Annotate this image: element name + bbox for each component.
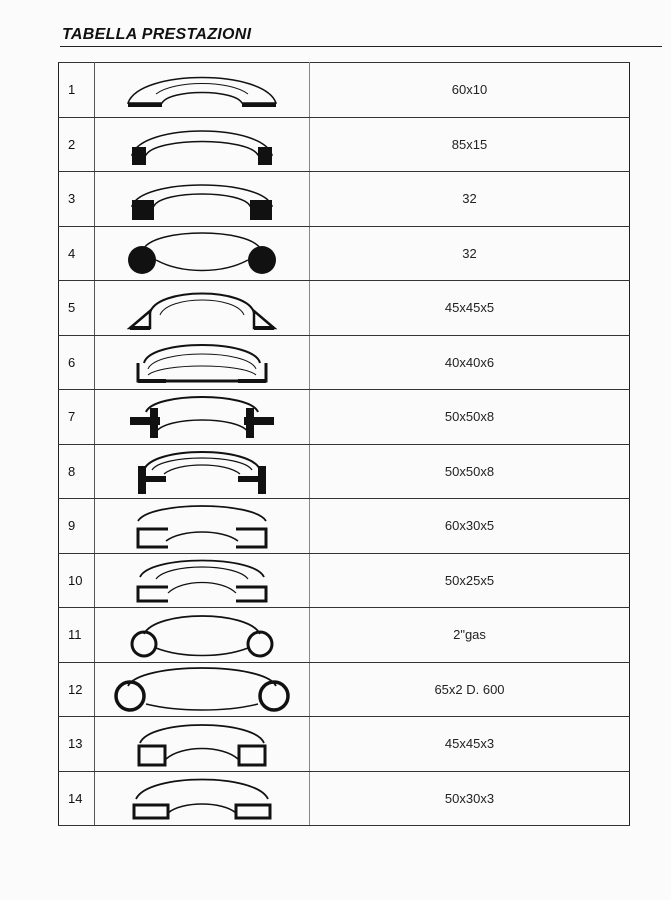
tee-profile-icon bbox=[95, 390, 310, 445]
round-tube-icon bbox=[95, 662, 310, 717]
row-number: 10 bbox=[59, 553, 95, 608]
row-number: 9 bbox=[59, 499, 95, 554]
table-row bbox=[59, 390, 630, 445]
page-title: TABELLA PRESTAZIONI bbox=[62, 26, 252, 43]
dimension-cell: 50x30x3 bbox=[310, 771, 630, 826]
angle-profile-icon bbox=[95, 335, 310, 390]
dimension-cell: 45x45x3 bbox=[310, 717, 630, 772]
performance-table bbox=[58, 62, 630, 826]
dimension-cell: 60x10 bbox=[310, 63, 630, 118]
table-row bbox=[59, 608, 630, 663]
row-number: 7 bbox=[59, 390, 95, 445]
row-number: 2 bbox=[59, 117, 95, 172]
row-number: 14 bbox=[59, 771, 95, 826]
tee-profile-icon bbox=[95, 444, 310, 499]
row-number: 6 bbox=[59, 335, 95, 390]
table-row bbox=[59, 662, 630, 717]
round-tube-icon bbox=[95, 608, 310, 663]
row-number: 4 bbox=[59, 226, 95, 281]
table-row bbox=[59, 444, 630, 499]
dimension-cell: 50x50x8 bbox=[310, 444, 630, 499]
row-number: 11 bbox=[59, 608, 95, 663]
channel-profile-icon bbox=[95, 499, 310, 554]
table-row bbox=[59, 717, 630, 772]
table-row bbox=[59, 117, 630, 172]
table-row bbox=[59, 335, 630, 390]
row-number: 12 bbox=[59, 662, 95, 717]
title-underline bbox=[60, 46, 662, 47]
dimension-cell: 2"gas bbox=[310, 608, 630, 663]
channel-profile-icon bbox=[95, 553, 310, 608]
square-bar-icon bbox=[95, 172, 310, 227]
row-number: 8 bbox=[59, 444, 95, 499]
table-row bbox=[59, 553, 630, 608]
flat-bar-icon bbox=[95, 63, 310, 118]
table-row bbox=[59, 172, 630, 227]
row-number: 1 bbox=[59, 63, 95, 118]
dimension-cell: 50x25x5 bbox=[310, 553, 630, 608]
table-row bbox=[59, 63, 630, 118]
table-row bbox=[59, 226, 630, 281]
dimension-cell: 50x50x8 bbox=[310, 390, 630, 445]
row-number: 13 bbox=[59, 717, 95, 772]
table-row bbox=[59, 281, 630, 336]
dimension-cell: 85x15 bbox=[310, 117, 630, 172]
row-number: 3 bbox=[59, 172, 95, 227]
row-number: 5 bbox=[59, 281, 95, 336]
angle-profile-icon bbox=[95, 281, 310, 336]
rectangular-tube-icon bbox=[95, 771, 310, 826]
dimension-cell: 45x45x5 bbox=[310, 281, 630, 336]
round-bar-icon bbox=[95, 226, 310, 281]
dimension-cell: 32 bbox=[310, 172, 630, 227]
square-tube-icon bbox=[95, 717, 310, 772]
table-row bbox=[59, 771, 630, 826]
flat-bar-icon bbox=[95, 117, 310, 172]
dimension-cell: 40x40x6 bbox=[310, 335, 630, 390]
dimension-cell: 60x30x5 bbox=[310, 499, 630, 554]
dimension-cell: 32 bbox=[310, 226, 630, 281]
dimension-cell: 65x2 D. 600 bbox=[310, 662, 630, 717]
table-row bbox=[59, 499, 630, 554]
